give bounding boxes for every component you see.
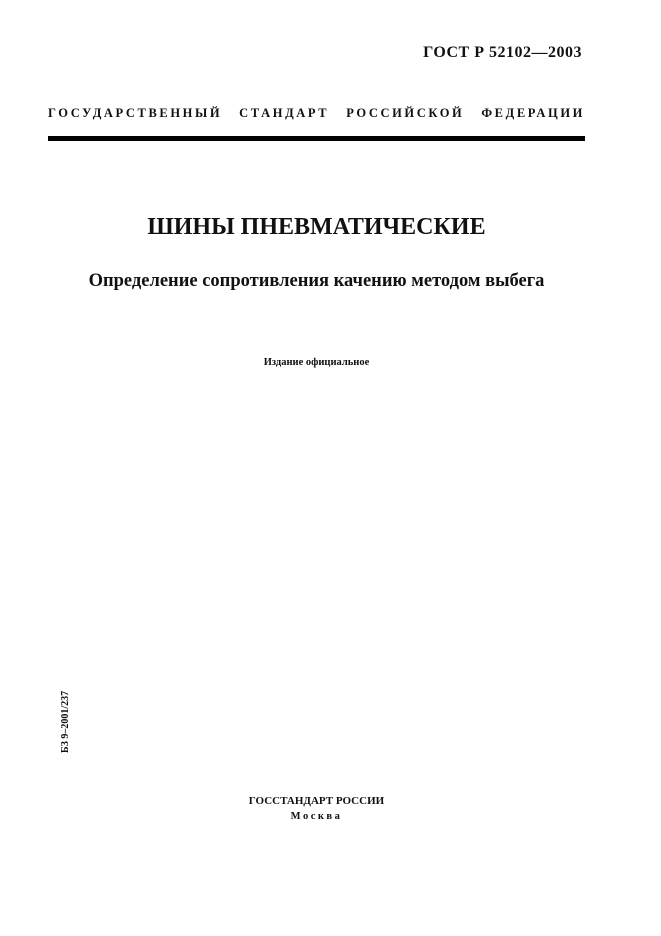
side-catalog-code: БЗ 9–2001/237 <box>60 690 71 753</box>
header-divider <box>48 136 585 141</box>
state-standard-heading: ГОСУДАРСТВЕННЫЙ СТАНДАРТ РОССИЙСКОЙ ФЕДЕРАЦИИ <box>48 106 585 120</box>
edition-label: Издание официальное <box>263 357 370 368</box>
page-subtitle: Определение сопротивления качению методом выбега <box>88 271 545 291</box>
publisher-city: Москва <box>290 811 343 822</box>
publisher-name: ГОССТАНДАРТ РОССИИ <box>248 795 385 807</box>
page-title: ШИНЫ ПНЕВМАТИЧЕСКИЕ <box>147 214 486 240</box>
document-number: ГОСТ Р 52102—2003 <box>423 44 582 61</box>
